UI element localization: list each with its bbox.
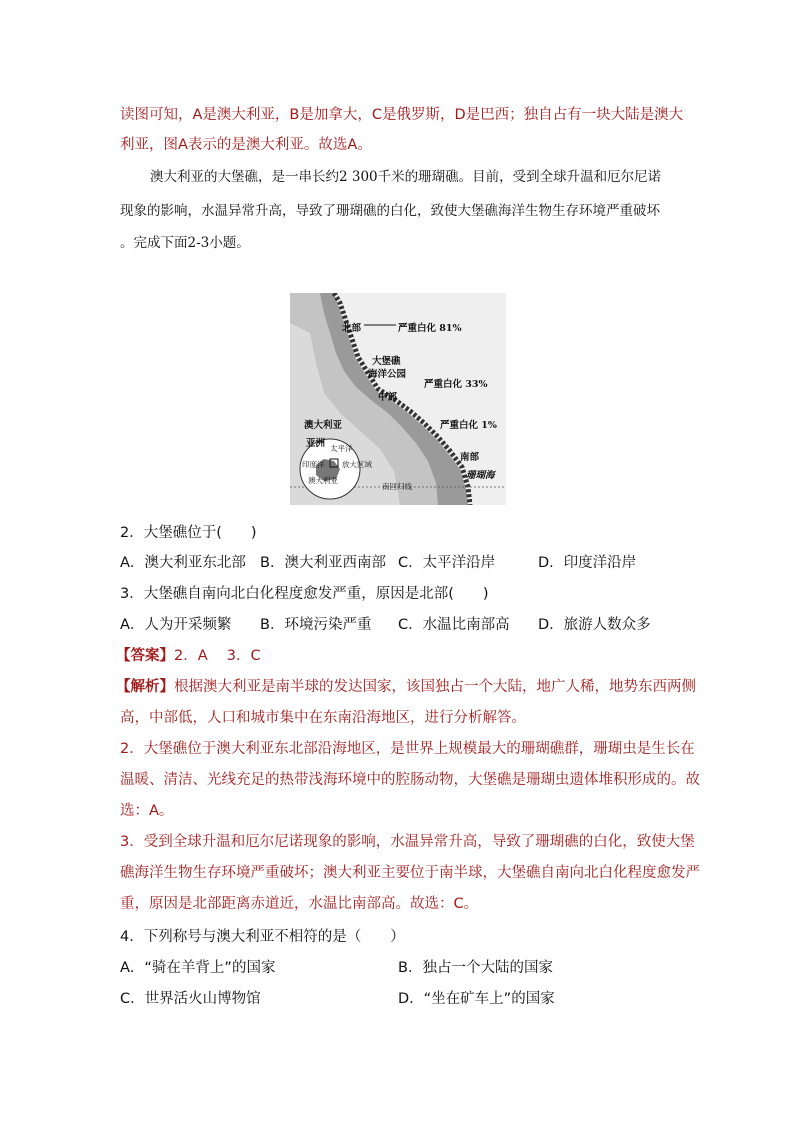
q2-option-c: C．太平洋沿岸 — [398, 555, 496, 571]
map-label-inset-aus: 澳大利亚 — [308, 476, 338, 485]
map-label-mid-rate: 严重白化 33% — [424, 379, 488, 390]
analysis-p2-1: 2．大堡礁位于澳大利亚东北部沿海地区，是世界上规模最大的珊瑚礁群，珊瑚虫是生长在 — [120, 741, 695, 757]
q3-option-d: D．旅游人数众多 — [538, 617, 651, 633]
analysis-p3-2: 礁海洋生物生存环境严重破坏；澳大利亚主要位于南半球，大堡礁自南向北白化程度愈发严 — [120, 865, 700, 881]
intro-line-1: 读图可知，A是澳大利亚，B是加拿大，C是俄罗斯，D是巴西；独自占有一块大陆是澳大 — [120, 107, 684, 123]
answer-line — [116, 644, 261, 665]
q3-option-a: A．人为开采频繁 — [120, 617, 232, 633]
analysis-p2-2: 温暖、清洁、光线充足的热带浅海环境中的腔肠动物，大堡礁是珊瑚虫遗体堆积形成的。故 — [120, 772, 700, 788]
q4-stem: 4．下列称号与澳大利亚不相符的是（ ） — [120, 929, 405, 945]
q4-option-c: C．世界活火山博物馆 — [120, 991, 261, 1007]
answer-text: 2．A 3．C — [174, 648, 261, 664]
analysis-line-1 — [116, 675, 696, 696]
analysis-p3-1: 3．受到全球升温和厄尔尼诺现象的影响，水温异常升高，导致了珊瑚礁的白化，致使大堡 — [120, 834, 695, 850]
analysis-line-2: 高，中部低，人口和城市集中在东南沿海地区，进行分析解答。 — [120, 710, 526, 726]
map-label-inset-zoom: 放大区域 — [342, 460, 372, 469]
map-label-inset-indian: 印度洋 — [302, 460, 325, 469]
intro-line-2: 利亚，图A表示的是澳大利亚。故选A。 — [120, 137, 372, 153]
map-label-tropic: 南回归线 — [382, 482, 412, 491]
q3-stem: 3．大堡礁自南向北白化程度愈发严重，原因是北部( ) — [120, 586, 489, 602]
q2-stem: 2．大堡礁位于( ) — [120, 525, 257, 541]
q2-option-b: B．澳大利亚西南部 — [260, 555, 386, 571]
analysis-text-1: 根据澳大利亚是南半球的发达国家，该国独占一个大陆，地广人稀，地势东西两侧 — [174, 679, 696, 695]
analysis-p3-3: 重，原因是北部距离赤道近，水温比南部高。故选：C。 — [120, 896, 479, 912]
q4-option-d: D．“坐在矿车上”的国家 — [398, 991, 555, 1007]
map-label-inset-asia: 亚洲 — [306, 438, 326, 449]
map-label-reef-park-2: 海洋公园 — [368, 369, 407, 380]
passage-line-2: 现象的影响，水温异常升高，导致了珊瑚礁的白化，致使大堡礁海洋生物生存环境严重破坏 — [120, 203, 660, 219]
q3-option-c: C．水温比南部高 — [398, 617, 510, 633]
analysis-tag: 【解析】 — [116, 679, 174, 695]
passage-line-3: 。完成下面2-3小题。 — [120, 235, 250, 251]
q4-option-b: B．独占一个大陆的国家 — [398, 960, 553, 976]
map-label-south-rate: 严重白化 1% — [440, 420, 497, 431]
map-label-mid: 中部 — [378, 392, 398, 403]
map-label-australia: 澳大利亚 — [304, 420, 343, 431]
analysis-p2-3: 选：A。 — [120, 803, 174, 819]
map-label-north-rate: 严重白化 81% — [398, 323, 462, 334]
answer-tag: 【答案】 — [116, 648, 174, 664]
map-label-inset-pacific: 太平洋 — [330, 444, 353, 453]
q4-option-a: A．“骑在羊背上”的国家 — [120, 960, 276, 976]
q2-option-a: A．澳大利亚东北部 — [120, 555, 246, 571]
passage-line-1: 澳大利亚的大堡礁，是一串长约2 300千米的珊瑚礁。目前，受到全球升温和厄尔尼诺 — [150, 169, 662, 185]
map-label-coral-sea: 珊瑚海 — [466, 470, 495, 481]
map-label-north: 北部 — [342, 323, 362, 334]
q2-option-d: D．印度洋沿岸 — [538, 555, 637, 571]
map-label-reef-park-1: 大堡礁 — [372, 356, 401, 367]
great-barrier-reef-map — [290, 293, 506, 505]
map-label-south: 南部 — [460, 452, 480, 463]
q3-option-b: B．环境污染严重 — [260, 617, 372, 633]
